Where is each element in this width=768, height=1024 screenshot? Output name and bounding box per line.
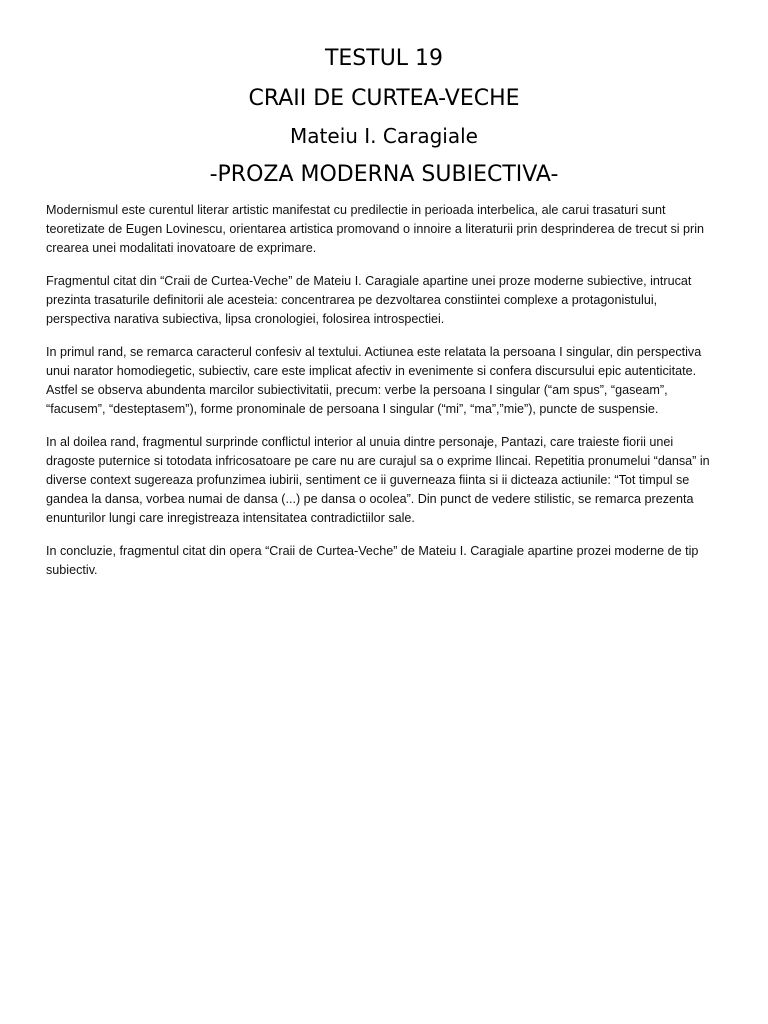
paragraph-thesis: Fragmentul citat din “Craii de Curtea-Veche” de Mateiu I. Caragiale apartine unei proze moderne subiective, intrucat prezinta trasaturile definitorii ale acesteia: concentrarea pe dezvoltarea constiintei complexe a protagonistului, perspectiva narativa subiectiva, lipsa cronologiei, folosirea introspectiei. <box>46 274 692 326</box>
work-title: CRAII DE CURTEA-VECHE <box>248 86 520 111</box>
paragraph-conclusion: In concluzie, fragmentul citat din opera “Craii de Curtea-Veche” de Mateiu I. Caragiale apartine prozei moderne de tip subiectiv. <box>46 544 699 577</box>
paragraph-introduction: Modernismul este curentul literar artistic manifestat cu predilectie in perioada interbelica, ale carui trasaturi sunt teoretizate de Eugen Lovinescu, orientarea artistica promovand o innoire a literaturii prin desprinderea de trecut si prin crearea unei modalitati inovatoare de exprimare. <box>46 203 705 255</box>
document-subtitle: -PROZA MODERNA SUBIECTIVA- <box>209 162 559 187</box>
paragraph-argument-one: In primul rand, se remarca caracterul confesiv al textului. Actiunea este relatata la persoana I singular, din perspectiva unui narator homodiegetic, subiectiv, care este implicat afectiv in evenimente si confera discursului epic autenticitate. Astfel se observa abundenta marcilor subiectivitatii, precum: verbe la persoana I singular (“am spus”, “gaseam”, “facusem”, “desteptasem”), forme pronominale de persoana I singular (“mi”, “ma”,”mie”), puncte de suspensie. <box>46 345 702 416</box>
test-label: TESTUL 19 <box>324 46 444 71</box>
author-name: Mateiu I. Caragiale <box>290 124 478 148</box>
document-body <box>46 201 722 594</box>
paragraph-argument-two: In al doilea rand, fragmentul surprinde conflictul interior al unuia dintre personaje, Pantazi, care traieste fiorii unei dragoste puternice si totodata infricosatoare pe care nu are curajul sa o exprime Ilincai. Repetitia pronumelui “dansa” in diverse context sugereaza profunzimea iubirii, sentiment ce ii guverneaza fiinta si ii dicteaza actiunile: “Tot timpul se gandea la dansa, vorbea numai de dansa (...) pe dansa o ocolea”. Din punct de vedere stilistic, se remarca prezenta enunturilor lungi care inregistreaza intensitatea contradictiilor sale. <box>46 435 710 525</box>
